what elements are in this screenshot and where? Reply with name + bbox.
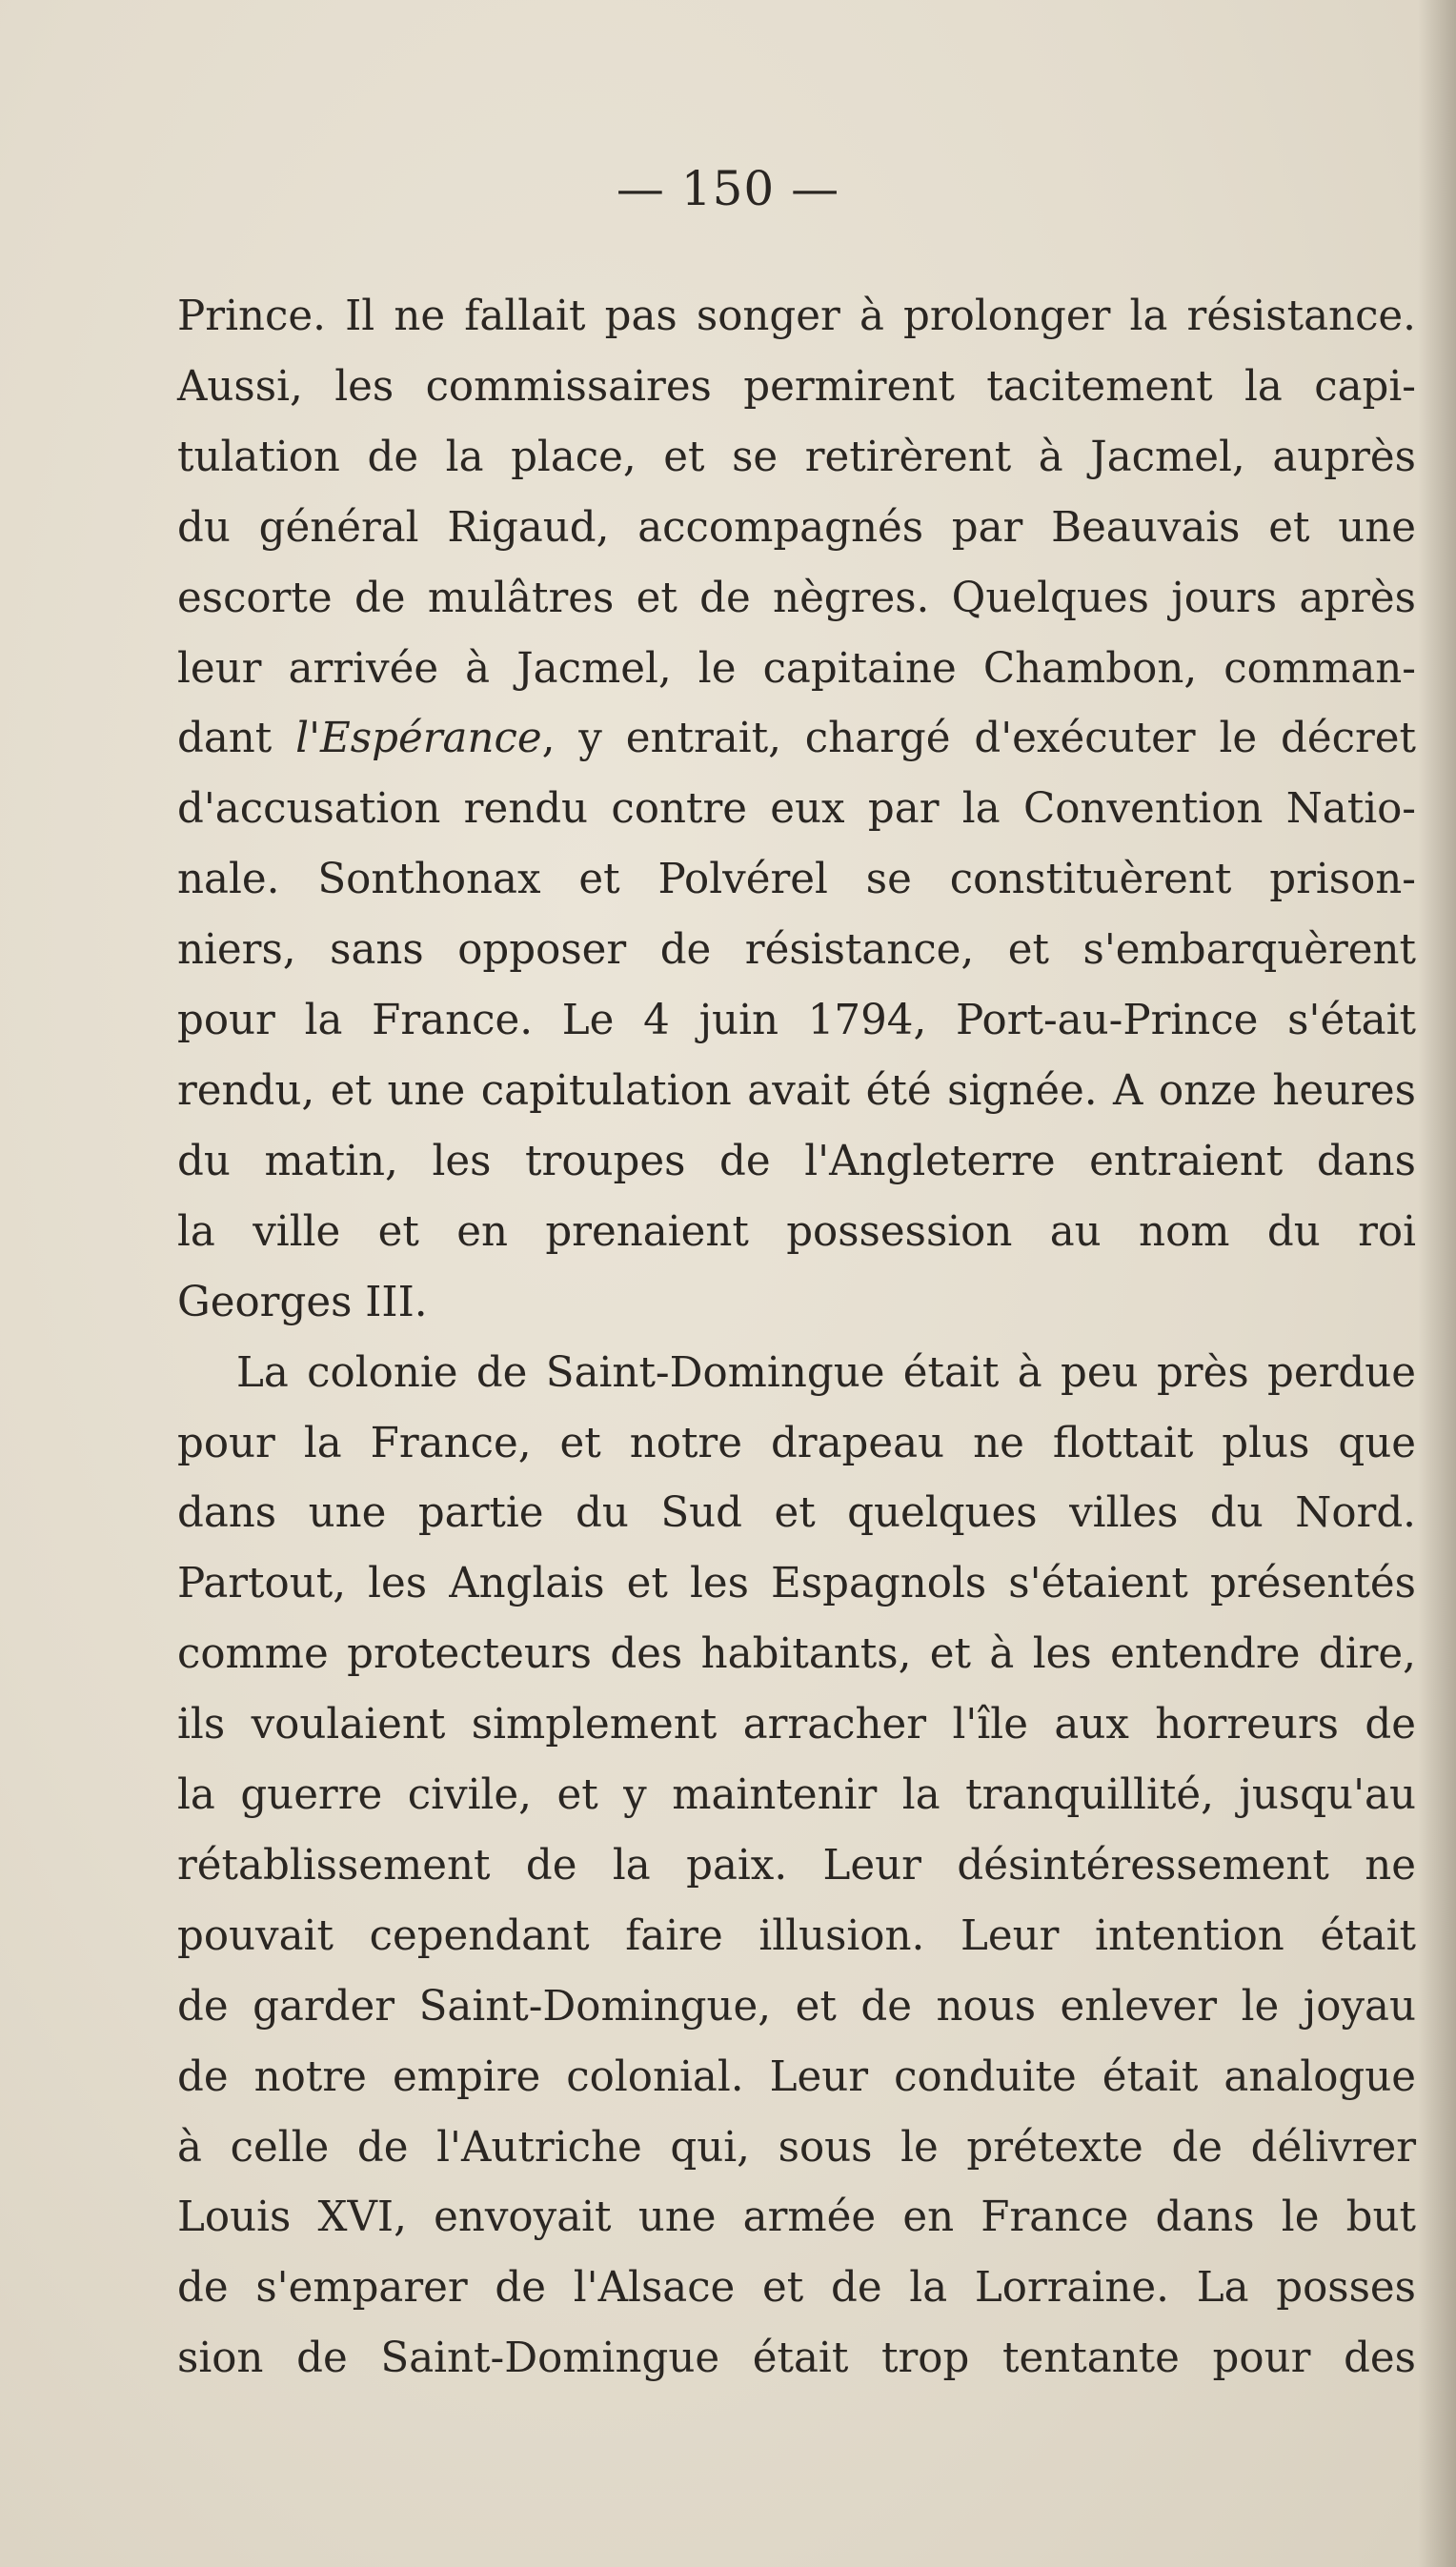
text-line: dans une partie du Sud et quelques villes du Nord. <box>177 1489 1416 1538</box>
text-line: de notre empire colonial. Leur conduite était analogue <box>177 2052 1416 2101</box>
text-line: sion de Saint-Domingue était trop tentante pour des <box>177 2335 1416 2383</box>
text-line: de s'emparer de l'Alsace et de la Lorraine. La posses <box>177 2264 1416 2313</box>
ship-name-italic: l'Espérance <box>295 715 542 763</box>
text-line: La colonie de Saint-Domingue était à peu près perdue <box>236 1348 1416 1397</box>
text-line: de garder Saint-Domingue, et de nous enlever le joyau <box>177 1982 1416 2031</box>
text-line: tulation de la place, et se retirèrent à Jacmel, auprès <box>177 433 1416 481</box>
page-number: — 150 — <box>616 161 840 216</box>
text-line: Louis XVI, envoyait une armée en France dans le but <box>177 2193 1416 2242</box>
text-line: Georges III. <box>177 1278 428 1326</box>
text-line: Partout, les Anglais et les Espagnols s'étaient présentés <box>177 1560 1416 1608</box>
text-line: pour la France. Le 4 juin 1794, Port-au-Prince s'était <box>177 997 1416 1045</box>
text-line: la ville et en prenaient possession au nom du roi <box>177 1207 1416 1256</box>
page-edge-shadow <box>1418 0 1456 2567</box>
text-line: d'accusation rendu contre eux par la Convention Natio- <box>177 785 1416 834</box>
text-line: nale. Sonthonax et Polvérel se constituèrent prison- <box>177 856 1416 904</box>
text-line: rendu, et une capitulation avait été signée. A onze heures <box>177 1066 1416 1115</box>
text-line: pouvait cependant faire illusion. Leur intention était <box>177 1911 1416 1960</box>
text-line: escorte de mulâtres et de nègres. Quelques jours après <box>177 574 1416 622</box>
text-line: pour la France, et notre drapeau ne flottait plus que <box>177 1419 1416 1467</box>
text-line: du général Rigaud, accompagnés par Beauvais et une <box>177 503 1416 552</box>
text-line: à celle de l'Autriche qui, sous le prétexte de délivrer <box>177 2123 1416 2172</box>
text-line: Aussi, les commissaires permirent tacitement la capi- <box>177 362 1416 411</box>
text-line: Prince. Il ne fallait pas songer à prolonger la résistance. <box>177 293 1416 340</box>
text-line: la guerre civile, et y maintenir la tranquillité, jusqu'au <box>177 1771 1416 1820</box>
text-line: leur arrivée à Jacmel, le capitaine Chambon, comman- <box>177 644 1416 693</box>
text-line: du matin, les troupes de l'Angleterre entraient dans <box>177 1137 1416 1185</box>
text-line: rétablissement de la paix. Leur désintéressement ne <box>177 1841 1416 1890</box>
text-line: niers, sans opposer de résistance, et s'embarquèrent <box>177 926 1416 975</box>
text-line: comme protecteurs des habitants, et à les entendre dire, <box>177 1630 1416 1679</box>
text-line-with-ship-name: dant l'Espérance, y entrait, chargé d'exécuter le décret <box>177 715 1416 763</box>
body-text <box>177 282 1416 2395</box>
text-line: ils voulaient simplement arracher l'île aux horreurs de <box>177 1701 1416 1749</box>
